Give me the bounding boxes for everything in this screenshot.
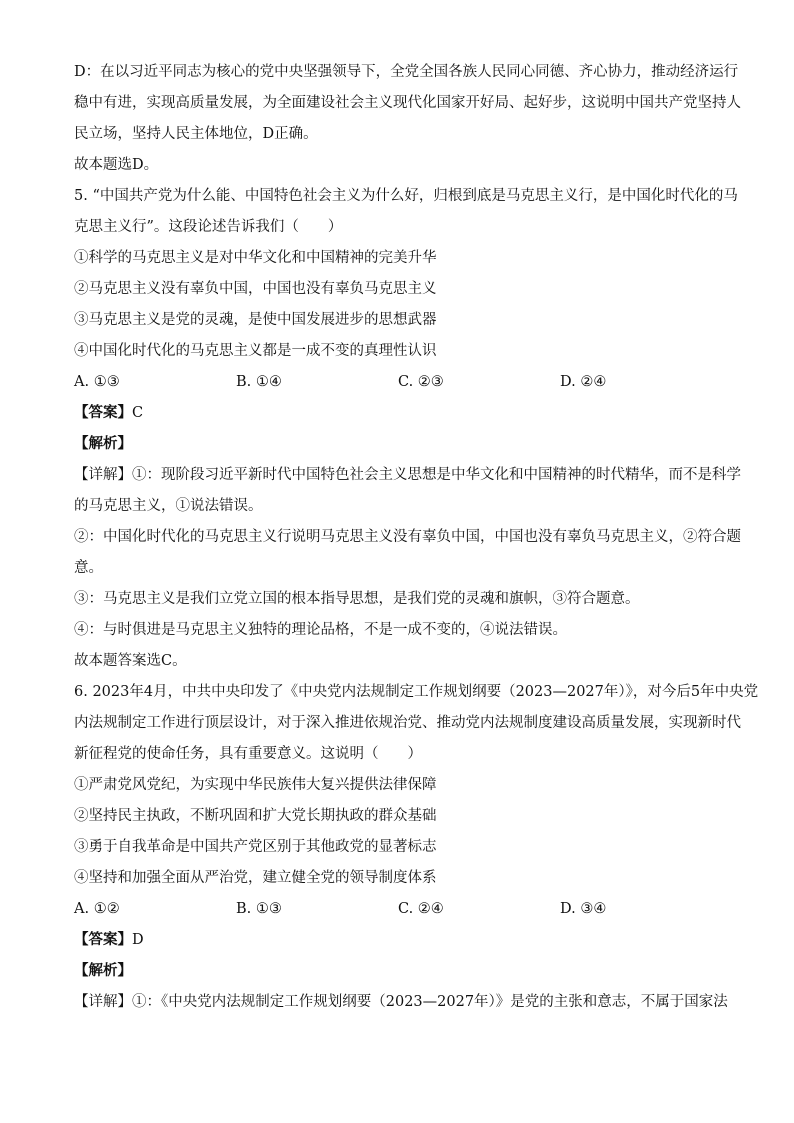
q6-answer-value: D [132,932,144,948]
q6-statement-1: ①严肃党风党纪，为实现中华民族伟大复兴提供法律保障 [74,777,437,793]
q6-options [74,899,734,930]
q5-detail-line-2: 的马克思主义，①说法错误。 [74,498,263,514]
q6-detail-line-1: 【详解】①：《中央党内法规制定工作规划纲要（2023—2027年）》是党的主张和意志，不属于国家法 [74,994,728,1010]
q6-option-b: B. ①③ [236,901,282,917]
document-page [74,62,759,1023]
q5-stem-line-2: 克思主义行”。这段论述告诉我们（ ） [74,219,343,235]
q4-conclusion: 故本题选D。 [74,157,159,173]
q6-statement-3: ③勇于自我革命是中国共产党区别于其他政党的显著标志 [74,839,437,855]
q6-option-a: A. ①② [74,901,120,917]
q5-statement-4: ④中国化时代化的马克思主义都是一成不变的真理性认识 [74,343,437,359]
q6-stem-line-2: 内法规制定工作进行顶层设计，对于深入推进依规治党、推动党内法规制度建设高质量发展，实现新时代 [74,715,741,731]
q5-option-d: D. ②④ [560,374,607,390]
q5-option-c: C. ②③ [398,374,444,390]
q5-detail-line-3: ②：中国化时代化的马克思主义行说明马克思主义没有辜负中国，中国也没有辜负马克思主义，②符合题 [74,529,741,545]
q5-detail-line-6: ④：与时俱进是马克思主义独特的理论品格，不是一成不变的，④说法错误。 [74,622,567,638]
q5-detail-line-4: 意。 [74,560,103,576]
q4-analysis-line-3: 民立场，坚持人民主体地位，D正确。 [74,126,318,142]
q5-statement-2: ②马克思主义没有辜负中国，中国也没有辜负马克思主义 [74,281,437,297]
q5-analysis-label: 【解析】 [74,435,132,452]
q6-option-d: D. ③④ [560,901,607,917]
q6-option-c: C. ②④ [398,901,444,917]
q6-statement-4: ④坚持和加强全面从严治党，建立健全党的领导制度体系 [74,870,437,886]
q6-analysis-label: 【解析】 [74,962,132,979]
q5-detail-line-1: 【详解】①：现阶段习近平新时代中国特色社会主义思想是中华文化和中国精神的时代精华，而不是科学 [74,467,741,483]
q6-stem-line-3: 新征程党的使命任务，具有重要意义。这说明（ ） [74,746,422,762]
q5-conclusion: 故本题答案选C。 [74,653,187,669]
q5-statement-1: ①科学的马克思主义是对中华文化和中国精神的完美升华 [74,250,437,266]
q5-options [74,372,734,403]
q5-statement-3: ③马克思主义是党的灵魂，是使中国发展进步的思想武器 [74,312,437,328]
q5-answer-value: C [132,405,144,421]
q6-statement-2: ②坚持民主执政，不断巩固和扩大党长期执政的群众基础 [74,808,437,824]
q5-option-a: A. ①③ [74,374,120,390]
q5-answer [74,403,734,434]
q5-option-b: B. ①④ [236,374,282,390]
q4-analysis-line-2: 稳中有进，实现高质量发展，为全面建设社会主义现代化国家开好局、起好步，这说明中国共产党坚持人 [74,95,741,111]
q6-answer [74,930,734,961]
q6-answer-label: 【答案】 [74,931,132,948]
q6-stem-line-1: 6. 2023年4月，中共中央印发了《中央党内法规制定工作规划纲要（2023—2027年）》，对今后5年中央党 [74,684,759,700]
q5-detail-line-5: ③：马克思主义是我们立党立国的根本指导思想，是我们党的灵魂和旗帜，③符合题意。 [74,591,640,607]
q5-stem-line-1: 5. “中国共产党为什么能、中国特色社会主义为什么好，归根到底是马克思主义行，是中国化时代化的马 [74,188,738,204]
q4-analysis-line-1: D：在以习近平同志为核心的党中央坚强领导下，全党全国各族人民同心同德、齐心协力，推动经济运行 [74,64,739,80]
q5-answer-label: 【答案】 [74,404,132,421]
